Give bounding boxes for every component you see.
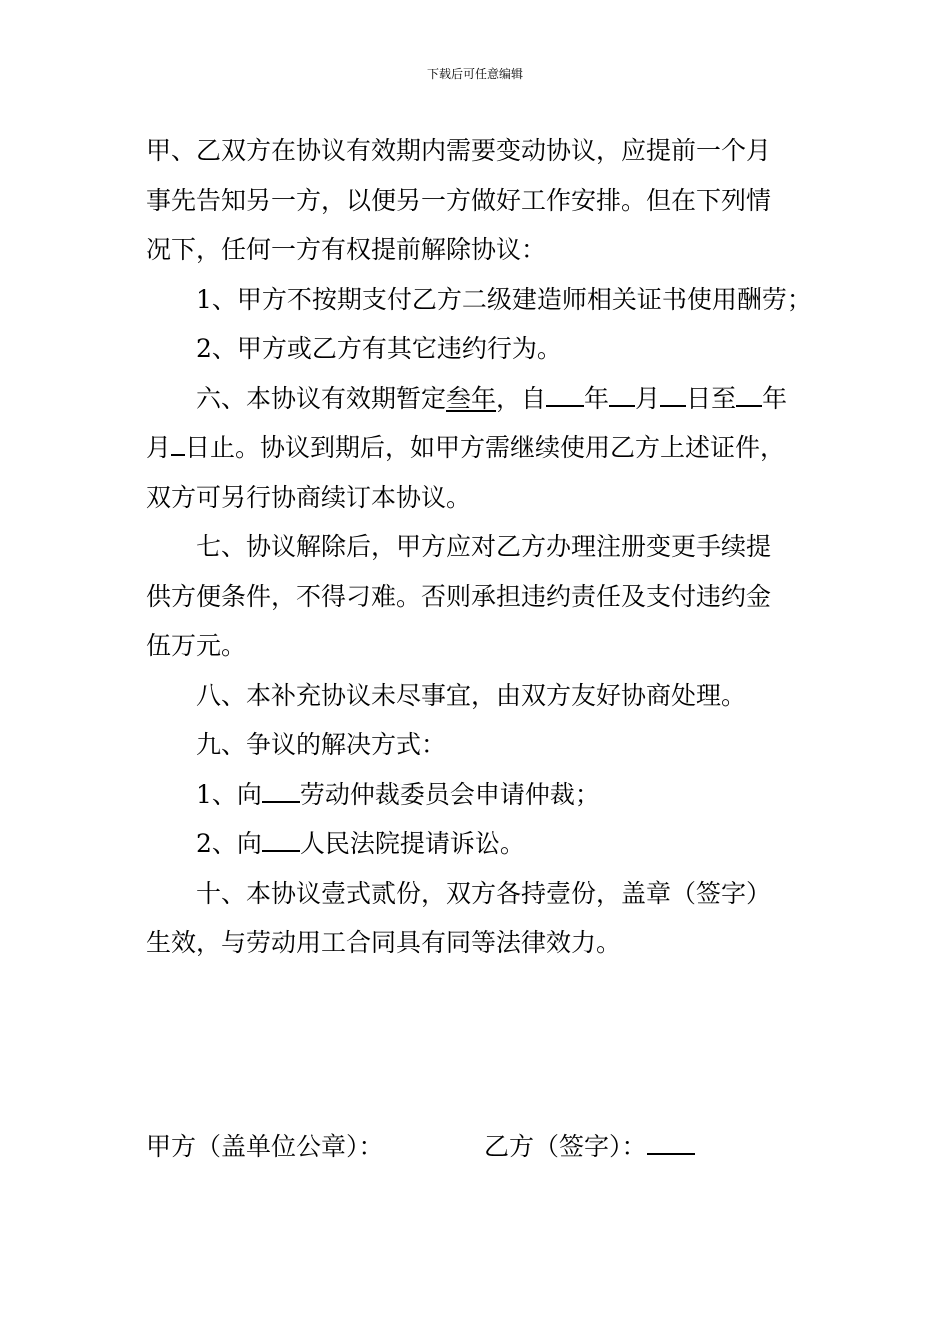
clause-6-line-1 <box>146 374 806 424</box>
document-body <box>146 126 812 968</box>
month-label: 月 <box>635 383 661 413</box>
clause-9: 九、争议的解决方式： <box>196 730 447 759</box>
party-b-signature <box>484 1122 695 1172</box>
year-label: 年 <box>584 383 610 413</box>
clause-6-line-3: 双方可另行协商续订本协议。 <box>146 482 472 512</box>
end-year-label: 年 <box>762 383 788 413</box>
clause-9-item-1 <box>146 770 806 820</box>
term-length: 叁年 <box>446 383 497 413</box>
signature-block <box>146 1122 806 1172</box>
clause-5-line-1: 甲、乙双方在协议有效期内需要变动协议，应提前一个月 <box>146 136 772 165</box>
clause-10-line-2: 生效，与劳动用工合同具有同等法律效力。 <box>146 928 622 957</box>
clause-5-item-2: 2、甲方或乙方有其它违约行为。 <box>196 334 562 363</box>
clause-7-line-3: 伍万元。 <box>146 631 247 660</box>
party-b-signature-label: 乙方（签字）： <box>484 1132 647 1161</box>
clause-5-line-2: 事先告知另一方，以便另一方做好工作安排。但在下列情 <box>146 185 772 215</box>
clause-9-item-2-text: 人民法院提请诉讼。 <box>299 829 525 858</box>
party-a-signature-label: 甲方（盖单位公章）： <box>146 1132 384 1161</box>
clause-5-item-1: 1、甲方不按期支付乙方二级建造师相关证书使用酬劳； <box>196 284 812 314</box>
party-b-signature-blank <box>647 1135 695 1155</box>
page-header: 下载后可任意编辑 <box>426 67 523 81</box>
clause-7-line-1: 七、协议解除后，甲方应对乙方办理注册变更手续提 <box>196 532 772 561</box>
end-month-label: 月 <box>146 433 172 462</box>
clause-6-text: 六、本协议有效期暂定 <box>196 383 447 413</box>
start-day-blank <box>660 387 686 407</box>
clause-10-line-1: 十、本协议壹式贰份，双方各持壹份，盖章（签字） <box>196 878 772 908</box>
clause-8: 八、本补充协议未尽事宜，由双方友好协商处理。 <box>196 680 747 710</box>
court-blank <box>262 832 300 852</box>
start-year-blank <box>546 387 584 407</box>
clause-9-item-1-text: 劳动仲裁委员会申请仲裁； <box>299 779 600 809</box>
clause-9-item-2 <box>146 819 806 869</box>
day-to-label: 日至 <box>686 383 737 413</box>
clause-6-line-2 <box>146 423 806 473</box>
start-month-blank <box>609 387 635 407</box>
end-year-blank <box>736 387 762 407</box>
clause-6-from: ，自 <box>496 383 547 413</box>
clause-9-item-2-prefix: 2、向 <box>196 829 262 858</box>
clause-7-line-2: 供方便条件，不得刁难。否则承担违约责任及支付违约金 <box>146 581 772 611</box>
arbitration-blank <box>262 783 300 803</box>
end-day-blank <box>171 436 185 456</box>
clause-9-item-1-prefix: 1、向 <box>196 779 262 809</box>
clause-5-line-3: 况下，任何一方有权提前解除协议： <box>146 235 547 264</box>
clause-6-rest: 日止。协议到期后，如甲方需继续使用乙方上述证件， <box>185 433 786 462</box>
